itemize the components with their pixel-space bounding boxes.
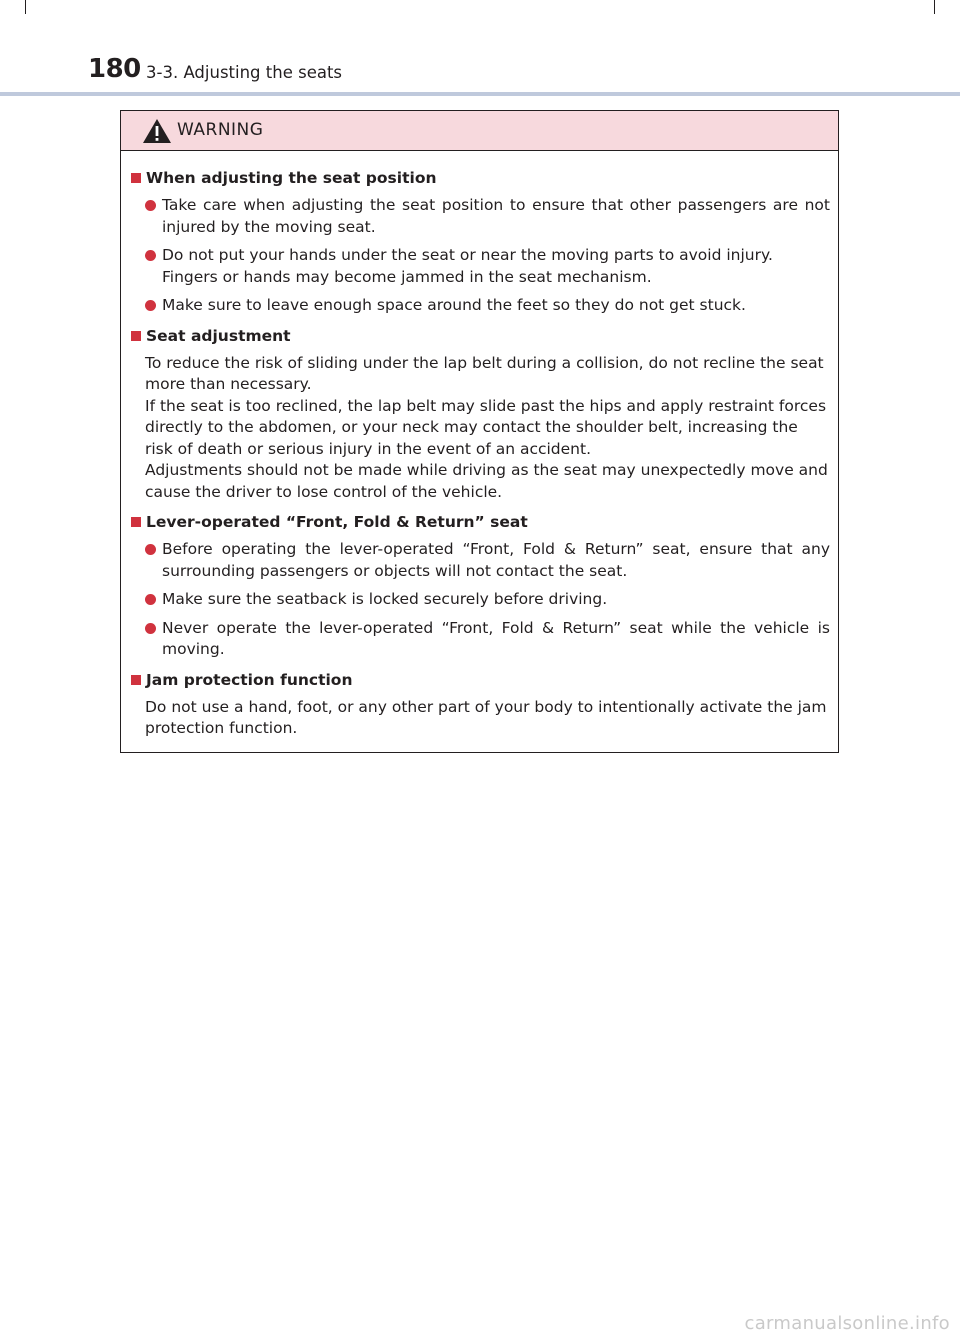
page-number: 180 — [88, 54, 141, 84]
list-item — [145, 589, 830, 611]
list-item-text: Before operating the lever-operated “Front, Fold & Return” seat, ensure that any surrounding passengers or objects will not contact the seat. — [162, 540, 830, 580]
square-bullet-icon — [131, 675, 141, 685]
paragraph: If the seat is too reclined, the lap belt may slide past the hips and apply restraint forces directly to the abdomen, or your neck may contact the shoulder belt, increasing the risk of death or serious injury in the event of an accident. — [145, 396, 827, 458]
section-paragraphs — [145, 697, 830, 740]
section-heading — [131, 511, 830, 533]
section-lever-operated-seat — [131, 511, 830, 661]
round-bullet-icon — [145, 623, 156, 634]
round-bullet-icon — [145, 250, 156, 261]
round-bullet-icon — [145, 300, 156, 311]
paragraph: Do not use a hand, foot, or any other part of your body to intentionally activate the jam protection function. — [145, 697, 827, 737]
section-heading-text: Lever-operated “Front, Fold & Return” seat — [146, 513, 528, 531]
square-bullet-icon — [131, 331, 141, 341]
section-seat-adjustment — [131, 325, 830, 504]
round-bullet-icon — [145, 544, 156, 555]
warning-label: WARNING — [177, 120, 264, 140]
list-item — [145, 618, 830, 661]
list-item — [145, 295, 830, 317]
section-heading — [131, 669, 830, 691]
round-bullet-icon — [145, 594, 156, 605]
list-item-text: Never operate the lever-operated “Front, Fold & Return” seat while the vehicle is moving. — [162, 618, 830, 658]
section-heading-text: Jam protection function — [146, 670, 353, 689]
warning-box — [120, 110, 839, 753]
warning-body — [121, 151, 838, 740]
header-rule — [0, 92, 960, 96]
section-jam-protection — [131, 669, 830, 740]
section-title: 3-3. Adjusting the seats — [146, 63, 343, 82]
section-heading — [131, 325, 830, 347]
warning-triangle-icon — [142, 118, 172, 144]
paragraph: Adjustments should not be made while driving as the seat may unexpectedly move and cause the driver to lose control of the vehicle. — [145, 461, 828, 501]
paragraph: To reduce the risk of sliding under the lap belt during a collision, do not recline the seat more than necessary. — [145, 353, 824, 393]
list-item — [145, 195, 830, 238]
section-paragraphs — [145, 353, 830, 504]
section-seat-position — [131, 167, 830, 317]
round-bullet-icon — [145, 200, 156, 211]
list-item-text: Do not put your hands under the seat or near the moving parts to avoid injury. Fingers or hands may become jammed in the seat mechanism. — [162, 246, 773, 286]
warning-header — [121, 111, 838, 151]
list-item-text: Take care when adjusting the seat position to ensure that other passengers are not injured by the moving seat. — [162, 196, 830, 236]
square-bullet-icon — [131, 517, 141, 527]
section-heading — [131, 167, 830, 189]
list-item — [145, 245, 830, 288]
list-item — [145, 539, 830, 582]
list-item-text: Make sure the seatback is locked securely before driving. — [162, 590, 608, 608]
watermark: carmanualsonline.info — [744, 1313, 950, 1334]
section-heading-text: Seat adjustment — [146, 326, 291, 345]
section-heading-text: When adjusting the seat position — [146, 169, 437, 187]
list-item-text: Make sure to leave enough space around the feet so they do not get stuck. — [162, 296, 746, 314]
page-header — [0, 0, 960, 96]
square-bullet-icon — [131, 173, 141, 183]
